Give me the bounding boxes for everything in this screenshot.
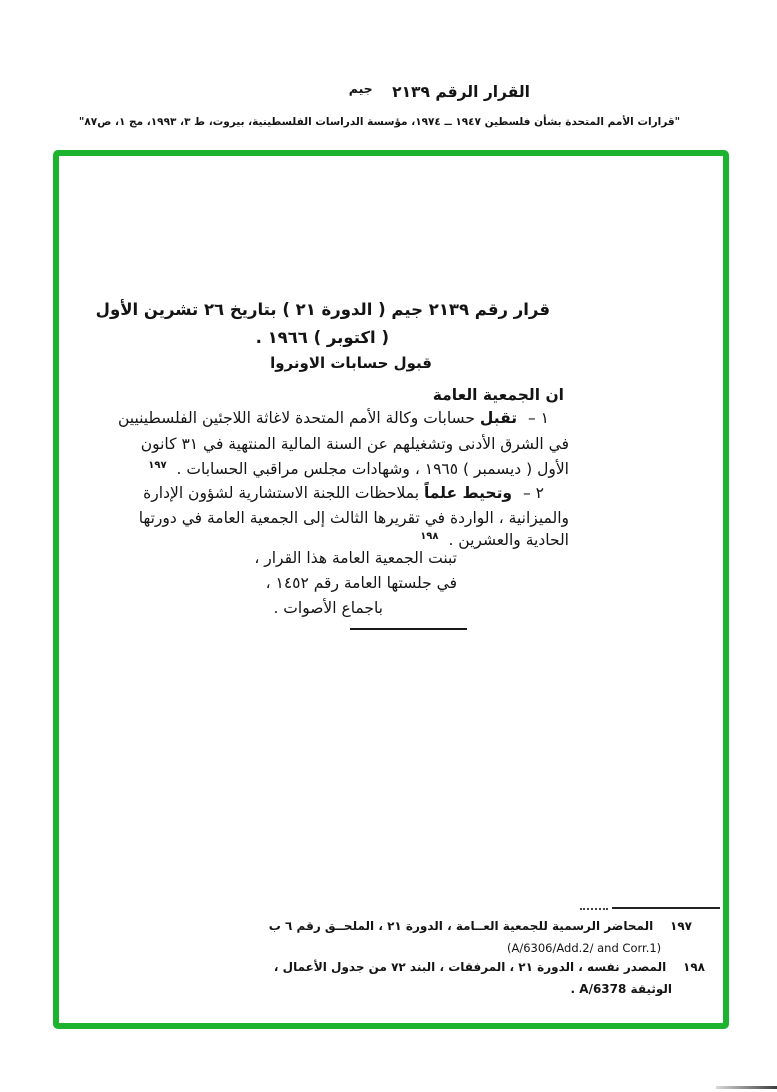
- page-edge-scan-artifact: [716, 1086, 777, 1089]
- footnote-197-row: [269, 919, 692, 933]
- paragraph-1-line-1: [118, 409, 549, 428]
- footnote-198-row: [274, 960, 705, 974]
- resolution-title-line2: ( اكتوبر ) ١٩٦٦ .: [255, 328, 389, 347]
- adoption-line-3: باجماع الأصوات .: [273, 599, 383, 617]
- paragraph-2-lead-verb: وتحيط علماً: [423, 484, 513, 502]
- header-resolution-number: القرار الرقم ٢١٣٩: [392, 83, 530, 101]
- footnote-ref-198: ١٩٨: [420, 531, 439, 542]
- paragraph-1-text: حسابات وكالة الأمم المتحدة لاغاثة اللاجئين الفلسطينيين: [117, 409, 475, 427]
- footnote-ref-197: ١٩٧: [148, 460, 167, 471]
- paragraph-2-line-3-text: الحادية والعشرين .: [448, 531, 569, 549]
- paragraph-2-number: ٢ –: [522, 484, 544, 502]
- preamble-heading: ان الجمعية العامة: [432, 386, 564, 404]
- paragraph-2-text: بملاحظات اللجنة الاستشارية لشؤون الإدارة: [143, 484, 420, 502]
- paragraph-1-line-3-text: الأول ( ديسمبر ) ١٩٦٥ ، وشهادات مجلس مراقبي الحسابات .: [176, 460, 569, 478]
- footnote-198-number: ١٩٨: [683, 960, 705, 974]
- section-divider: [350, 628, 467, 630]
- footnote-198-text: المصدر نفسه ، الدورة ٢١ ، المرفقات ، البند ٧٢ من جدول الأعمال ،: [273, 960, 667, 974]
- paragraph-1-number: ١ –: [527, 409, 549, 427]
- source-citation: "قرارات الأمم المتحدة بشأن فلسطين ١٩٤٧ ــ ١٩٧٤، مؤسسة الدراسات الفلسطينية، بيروت، ط ٣، ١٩٩٣، مج ١، ص٨٧": [78, 116, 681, 128]
- header-resolution-suffix: جيم: [348, 81, 373, 96]
- resolution-subject: قبول حسابات الاونروا: [270, 354, 432, 372]
- header-resolution-title: [349, 83, 530, 101]
- footnote-197-document-symbol: (A/6306/Add.2/ and Corr.1): [507, 941, 662, 955]
- footnote-separator-dash: [580, 908, 608, 910]
- footnote-separator: [612, 907, 720, 909]
- paragraph-1-line-2: في الشرق الأدنى وتشغيلهم عن السنة المالية المنتهية في ٣١ كانون: [140, 435, 569, 453]
- resolution-title-line1: قرار رقم ٢١٣٩ جيم ( الدورة ٢١ ) بتاريخ ٢٦ تشرين الأول: [95, 300, 550, 319]
- paragraph-1-lead-verb: تقبل: [479, 409, 518, 427]
- adoption-line-1: تبنت الجمعية العامة هذا القرار ،: [254, 549, 457, 567]
- adoption-line-2: في جلستها العامة رقم ١٤٥٢ ،: [265, 574, 457, 592]
- paragraph-1-line-3: [148, 460, 569, 479]
- footnote-197-number: ١٩٧: [670, 919, 692, 933]
- footnote-197-text: المحاضر الرسمية للجمعية العــامة ، الدورة ٢١ ، الملحــق رقم ٦ ب: [268, 919, 654, 933]
- paragraph-2-line-1: [143, 484, 544, 503]
- footnote-198-document-symbol: الوثيقة A/6378 .: [570, 982, 672, 996]
- paragraph-2-line-3: [420, 531, 569, 550]
- paragraph-2-line-2: والميزانية ، الواردة في تقريرها الثالث إلى الجمعية العامة في دورتها: [138, 509, 569, 527]
